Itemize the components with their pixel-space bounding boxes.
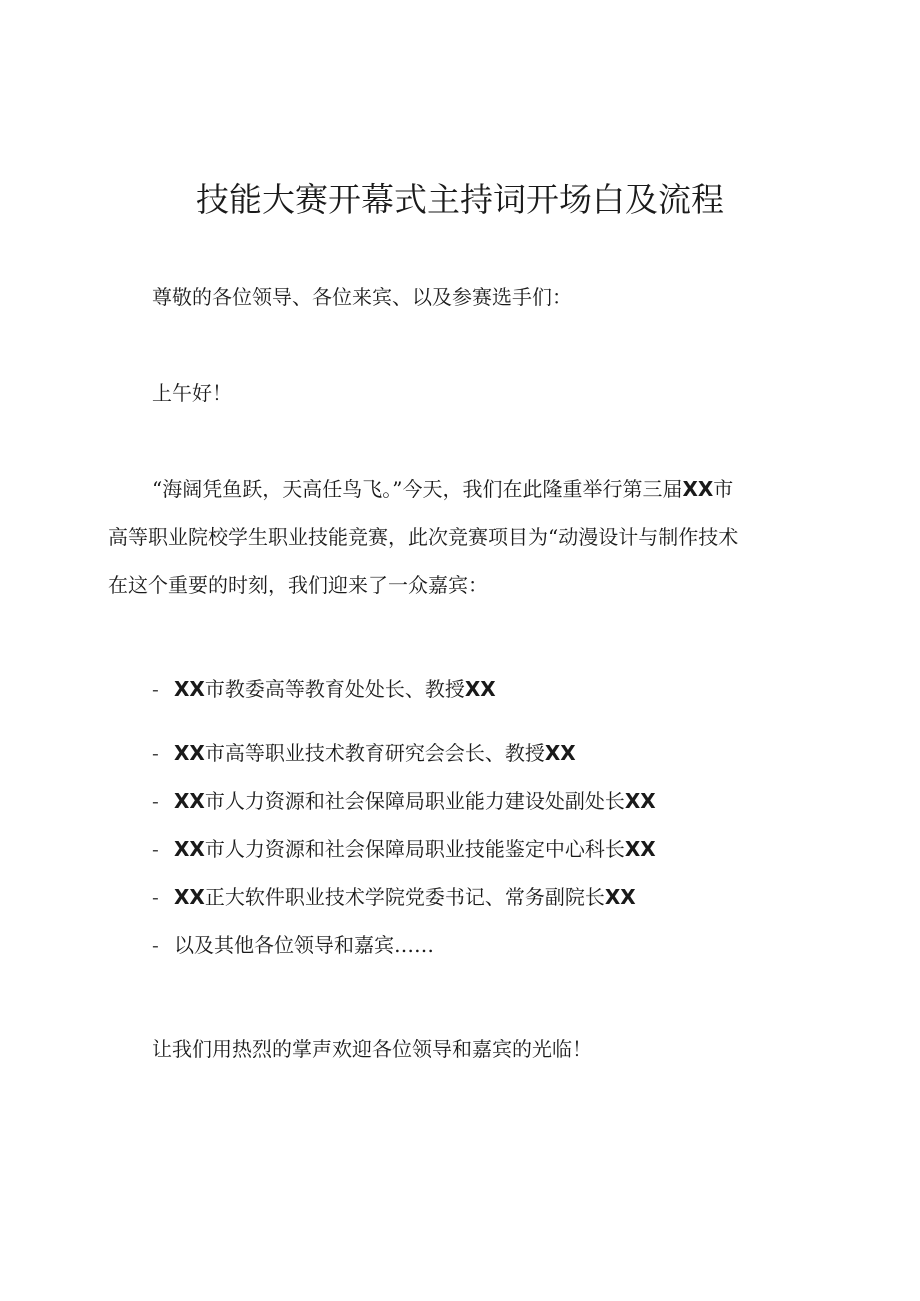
guest-item [152,884,636,910]
guest-item [152,932,434,958]
guest-text: XX正大软件职业技术学院党委书记、常务副院长XX [174,885,636,909]
list-dash: - [152,677,159,701]
intro-line-1: “海阔凭鱼跃，天高任鸟飞。”今天，我们在此隆重举行第三届XX市 [152,477,734,501]
list-dash: - [152,837,159,861]
guest-item [152,788,656,814]
intro-line-2: 高等职业院校学生职业技能竞赛，此次竞赛项目为“动漫设计与制作技术 [108,525,739,549]
list-dash: - [152,789,159,813]
guest-item [152,676,496,702]
guest-item [152,836,656,862]
guest-item [152,740,576,766]
guest-text: XX市人力资源和社会保障局职业能力建设处副处长XX [174,789,656,813]
document-title: 技能大赛开幕式主持词开场白及流程 [196,180,724,219]
intro-line-3: 在这个重要的时刻，我们迎来了一众嘉宾： [108,573,488,597]
guest-text: XX市教委高等教育处处长、教授XX [174,677,496,701]
hello-paragraph: 上午好！ [152,381,232,405]
list-dash: - [152,741,159,765]
list-dash: - [152,885,159,909]
guest-text: 以及其他各位领导和嘉宾…… [174,933,434,957]
guest-text: XX市高等职业技术教育研究会会长、教授XX [174,741,576,765]
closing-paragraph: 让我们用热烈的掌声欢迎各位领导和嘉宾的光临！ [152,1037,592,1061]
list-dash: - [152,933,159,957]
greeting-paragraph: 尊敬的各位领导、各位来宾、以及参赛选手们： [152,285,572,309]
guest-text: XX市人力资源和社会保障局职业技能鉴定中心科长XX [174,837,656,861]
